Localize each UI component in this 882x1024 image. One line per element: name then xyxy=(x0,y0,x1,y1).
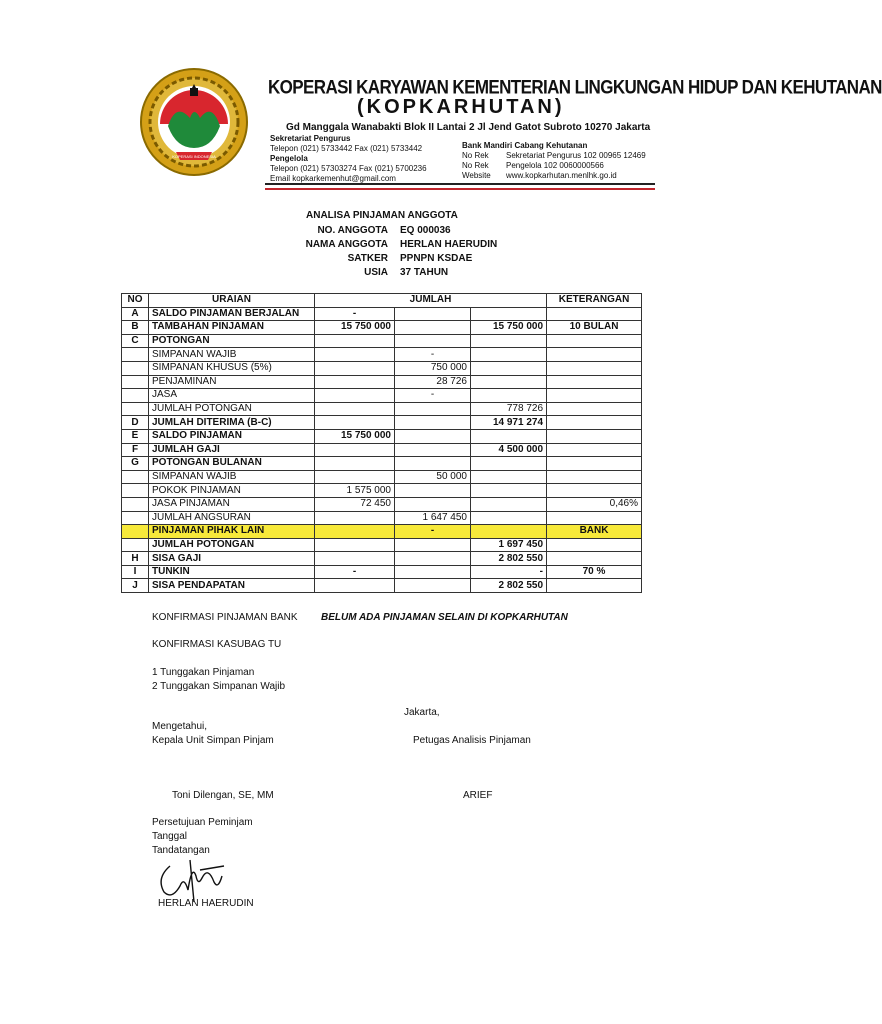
arrears-savings-item: 2 Tunggakan Simpanan Wajib xyxy=(152,681,286,692)
row-no: I xyxy=(122,565,149,579)
pengelola-phone: Telepon (021) 57303274 Fax (021) 5700236 xyxy=(270,164,427,173)
row-jumlah-2 xyxy=(395,457,471,471)
row-jumlah-1: - xyxy=(315,565,395,579)
row-jumlah-3: 778 726 xyxy=(471,402,547,416)
row-keterangan xyxy=(547,348,642,362)
row-keterangan xyxy=(547,416,642,430)
petugas-name: ARIEF xyxy=(463,790,493,801)
row-jumlah-3 xyxy=(471,484,547,498)
row-jumlah-1 xyxy=(315,443,395,457)
row-jumlah-2: 1 647 450 xyxy=(395,511,471,525)
row-no xyxy=(122,470,149,484)
table-row xyxy=(122,348,642,362)
row-uraian: JUMLAH POTONGAN xyxy=(149,538,315,552)
bank-row: No Rek Pengelola 102 0060000566 xyxy=(462,161,604,170)
row-jumlah-3 xyxy=(471,348,547,362)
row-no: B xyxy=(122,321,149,335)
header-no: NO xyxy=(122,294,149,308)
row-jumlah-1 xyxy=(315,470,395,484)
no-anggota-value: EQ 000036 xyxy=(400,225,451,236)
table-row xyxy=(122,389,642,403)
row-jumlah-3 xyxy=(471,497,547,511)
row-jumlah-3 xyxy=(471,389,547,403)
row-jumlah-2 xyxy=(395,552,471,566)
header-divider-red xyxy=(265,188,655,190)
row-jumlah-3: 4 500 000 xyxy=(471,443,547,457)
row-keterangan xyxy=(547,457,642,471)
arrears-loan-item: 1 Tunggakan Pinjaman xyxy=(152,667,255,678)
row-jumlah-2 xyxy=(395,484,471,498)
row-jumlah-3: 2 802 550 xyxy=(471,579,547,593)
row-jumlah-3 xyxy=(471,525,547,539)
row-jumlah-2 xyxy=(395,321,471,335)
row-jumlah-1 xyxy=(315,361,395,375)
row-uraian: SALDO PINJAMAN BERJALAN xyxy=(149,307,315,321)
row-jumlah-3 xyxy=(471,429,547,443)
bank-title: Bank Mandiri Cabang Kehutanan xyxy=(462,141,588,150)
row-jumlah-2: 50 000 xyxy=(395,470,471,484)
table-row xyxy=(122,334,642,348)
row-jumlah-1: 72 450 xyxy=(315,497,395,511)
org-title: KOPERASI KARYAWAN KEMENTERIAN LINGKUNGAN HIDUP DAN KEHUTANAN xyxy=(268,76,882,98)
header-jumlah: JUMLAH xyxy=(315,294,547,308)
nama-anggota-value: HERLAN HAERUDIN xyxy=(400,239,498,250)
table-row xyxy=(122,457,642,471)
row-jumlah-3: 1 697 450 xyxy=(471,538,547,552)
analysis-title: ANALISA PINJAMAN ANGGOTA xyxy=(306,210,458,221)
table-row xyxy=(122,484,642,498)
row-uraian: PINJAMAN PIHAK LAIN xyxy=(149,525,315,539)
row-keterangan xyxy=(547,511,642,525)
table-row xyxy=(122,429,642,443)
bank-confirmation-value: BELUM ADA PINJAMAN SELAIN DI KOPKARHUTAN xyxy=(321,612,568,623)
row-keterangan: 10 BULAN xyxy=(547,321,642,335)
row-jumlah-1 xyxy=(315,389,395,403)
row-jumlah-3 xyxy=(471,307,547,321)
pengelola-title: Pengelola xyxy=(270,154,308,163)
secretariat-phone: Telepon (021) 5733442 Fax (021) 5733442 xyxy=(270,144,423,153)
row-uraian: PENJAMINAN xyxy=(149,375,315,389)
row-jumlah-3: 14 971 274 xyxy=(471,416,547,430)
row-jumlah-2: 28 726 xyxy=(395,375,471,389)
table-row xyxy=(122,497,642,511)
table-header-row xyxy=(122,294,642,308)
row-no xyxy=(122,361,149,375)
table-row xyxy=(122,321,642,335)
row-no: E xyxy=(122,429,149,443)
row-jumlah-3 xyxy=(471,361,547,375)
cooperative-logo xyxy=(138,66,250,178)
row-uraian: JASA PINJAMAN xyxy=(149,497,315,511)
row-no: C xyxy=(122,334,149,348)
row-uraian: SIMPANAN WAJIB xyxy=(149,470,315,484)
row-keterangan: 70 % xyxy=(547,565,642,579)
table-row xyxy=(122,579,642,593)
row-no xyxy=(122,511,149,525)
row-no: F xyxy=(122,443,149,457)
row-jumlah-1: 15 750 000 xyxy=(315,429,395,443)
secretariat-contact xyxy=(270,134,427,184)
row-jumlah-1 xyxy=(315,457,395,471)
email: Email kopkarkemenhut@gmail.com xyxy=(270,174,396,183)
row-jumlah-1 xyxy=(315,334,395,348)
bank-row: Website www.kopkarhutan.menlhk.go.id xyxy=(462,171,617,180)
row-jumlah-2 xyxy=(395,402,471,416)
row-keterangan xyxy=(547,402,642,416)
table-row xyxy=(122,361,642,375)
row-uraian: JUMLAH POTONGAN xyxy=(149,402,315,416)
logo-text: KOPERASI INDONESIA xyxy=(172,154,216,159)
usia-value: 37 TAHUN xyxy=(400,267,449,278)
bank-contact xyxy=(462,141,646,181)
row-no xyxy=(122,389,149,403)
row-uraian: POKOK PINJAMAN xyxy=(149,484,315,498)
row-jumlah-1: - xyxy=(315,307,395,321)
row-jumlah-1 xyxy=(315,348,395,362)
row-jumlah-3 xyxy=(471,511,547,525)
row-jumlah-2 xyxy=(395,497,471,511)
kepala-name: Toni Dilengan, SE, MM xyxy=(172,790,274,801)
row-jumlah-1 xyxy=(315,402,395,416)
row-uraian: TUNKIN xyxy=(149,565,315,579)
mengetahui-label: Mengetahui, xyxy=(152,721,208,732)
row-uraian: TAMBAHAN PINJAMAN xyxy=(149,321,315,335)
org-abbreviation: (KOPKARHUTAN) xyxy=(357,96,565,118)
row-uraian: JUMLAH GAJI xyxy=(149,443,315,457)
table-row xyxy=(122,552,642,566)
row-keterangan xyxy=(547,443,642,457)
borrower-name: HERLAN HAERUDIN xyxy=(158,898,254,909)
row-jumlah-2 xyxy=(395,565,471,579)
row-jumlah-1 xyxy=(315,525,395,539)
row-no xyxy=(122,402,149,416)
persetujuan-label: Persetujuan Peminjam xyxy=(152,817,253,828)
row-jumlah-2 xyxy=(395,416,471,430)
row-keterangan xyxy=(547,579,642,593)
row-keterangan xyxy=(547,538,642,552)
row-uraian: POTONGAN BULANAN xyxy=(149,457,315,471)
row-no: D xyxy=(122,416,149,430)
row-jumlah-3: - xyxy=(471,565,547,579)
header-keterangan: KETERANGAN xyxy=(547,294,642,308)
row-no: H xyxy=(122,552,149,566)
row-jumlah-1: 1 575 000 xyxy=(315,484,395,498)
row-uraian: JUMLAH ANGSURAN xyxy=(149,511,315,525)
bank-row: No Rek Sekretariat Pengurus 102 00965 12469 xyxy=(462,151,646,160)
row-jumlah-3 xyxy=(471,334,547,348)
header-divider xyxy=(265,183,655,185)
row-no xyxy=(122,525,149,539)
row-jumlah-3: 15 750 000 xyxy=(471,321,547,335)
row-keterangan: BANK xyxy=(547,525,642,539)
org-address: Gd Manggala Wanabakti Blok II Lantai 2 Jl Jend Gatot Subroto 10270 Jakarta xyxy=(286,122,651,133)
table-row xyxy=(122,538,642,552)
row-jumlah-2: 750 000 xyxy=(395,361,471,375)
table-row xyxy=(122,470,642,484)
row-jumlah-1 xyxy=(315,538,395,552)
row-no xyxy=(122,484,149,498)
row-jumlah-1: 15 750 000 xyxy=(315,321,395,335)
table-row xyxy=(122,443,642,457)
table-row xyxy=(122,511,642,525)
row-uraian: POTONGAN xyxy=(149,334,315,348)
row-keterangan xyxy=(547,334,642,348)
row-uraian: SIMPANAN WAJIB xyxy=(149,348,315,362)
row-jumlah-3 xyxy=(471,470,547,484)
tanggal-label: Tanggal xyxy=(152,831,188,842)
row-uraian: SALDO PINJAMAN xyxy=(149,429,315,443)
petugas-title: Petugas Analisis Pinjaman xyxy=(413,735,531,746)
row-jumlah-3: 2 802 550 xyxy=(471,552,547,566)
tandatangan-label: Tandatangan xyxy=(152,845,210,856)
row-keterangan: 0,46% xyxy=(547,497,642,511)
row-jumlah-2 xyxy=(395,307,471,321)
row-keterangan xyxy=(547,484,642,498)
row-jumlah-2 xyxy=(395,429,471,443)
loan-analysis-table xyxy=(121,293,642,593)
row-jumlah-1 xyxy=(315,552,395,566)
table-row xyxy=(122,416,642,430)
row-uraian: JASA xyxy=(149,389,315,403)
row-keterangan xyxy=(547,375,642,389)
row-jumlah-2 xyxy=(395,443,471,457)
row-no: G xyxy=(122,457,149,471)
row-keterangan xyxy=(547,470,642,484)
table-row xyxy=(122,565,642,579)
row-uraian: SIMPANAN KHUSUS (5%) xyxy=(149,361,315,375)
row-keterangan xyxy=(547,552,642,566)
row-keterangan xyxy=(547,307,642,321)
row-keterangan xyxy=(547,361,642,375)
row-jumlah-2 xyxy=(395,579,471,593)
row-jumlah-1 xyxy=(315,511,395,525)
row-uraian: SISA GAJI xyxy=(149,552,315,566)
row-uraian: JUMLAH DITERIMA (B-C) xyxy=(149,416,315,430)
table-row xyxy=(122,307,642,321)
row-jumlah-3 xyxy=(471,457,547,471)
row-no xyxy=(122,538,149,552)
row-jumlah-2: - xyxy=(395,348,471,362)
table-row xyxy=(122,375,642,389)
row-jumlah-1 xyxy=(315,579,395,593)
row-jumlah-2 xyxy=(395,334,471,348)
kasubag-confirmation-label: KONFIRMASI KASUBAG TU xyxy=(152,639,282,650)
row-keterangan xyxy=(547,389,642,403)
row-jumlah-2 xyxy=(395,538,471,552)
row-no xyxy=(122,375,149,389)
row-no: J xyxy=(122,579,149,593)
row-jumlah-3 xyxy=(471,375,547,389)
satker-value: PPNPN KSDAE xyxy=(400,253,473,264)
row-keterangan xyxy=(547,429,642,443)
row-jumlah-2: - xyxy=(395,525,471,539)
sign-place: Jakarta, xyxy=(404,707,440,718)
kepala-title: Kepala Unit Simpan Pinjam xyxy=(152,735,274,746)
row-uraian: SISA PENDAPATAN xyxy=(149,579,315,593)
secretariat-title: Sekretariat Pengurus xyxy=(270,134,351,143)
row-no xyxy=(122,497,149,511)
table-row xyxy=(122,402,642,416)
bank-confirmation-label: KONFIRMASI PINJAMAN BANK xyxy=(152,612,298,623)
header-uraian: URAIAN xyxy=(149,294,315,308)
row-no: A xyxy=(122,307,149,321)
row-jumlah-1 xyxy=(315,416,395,430)
row-no xyxy=(122,348,149,362)
table-row xyxy=(122,525,642,539)
row-jumlah-1 xyxy=(315,375,395,389)
row-jumlah-2: - xyxy=(395,389,471,403)
